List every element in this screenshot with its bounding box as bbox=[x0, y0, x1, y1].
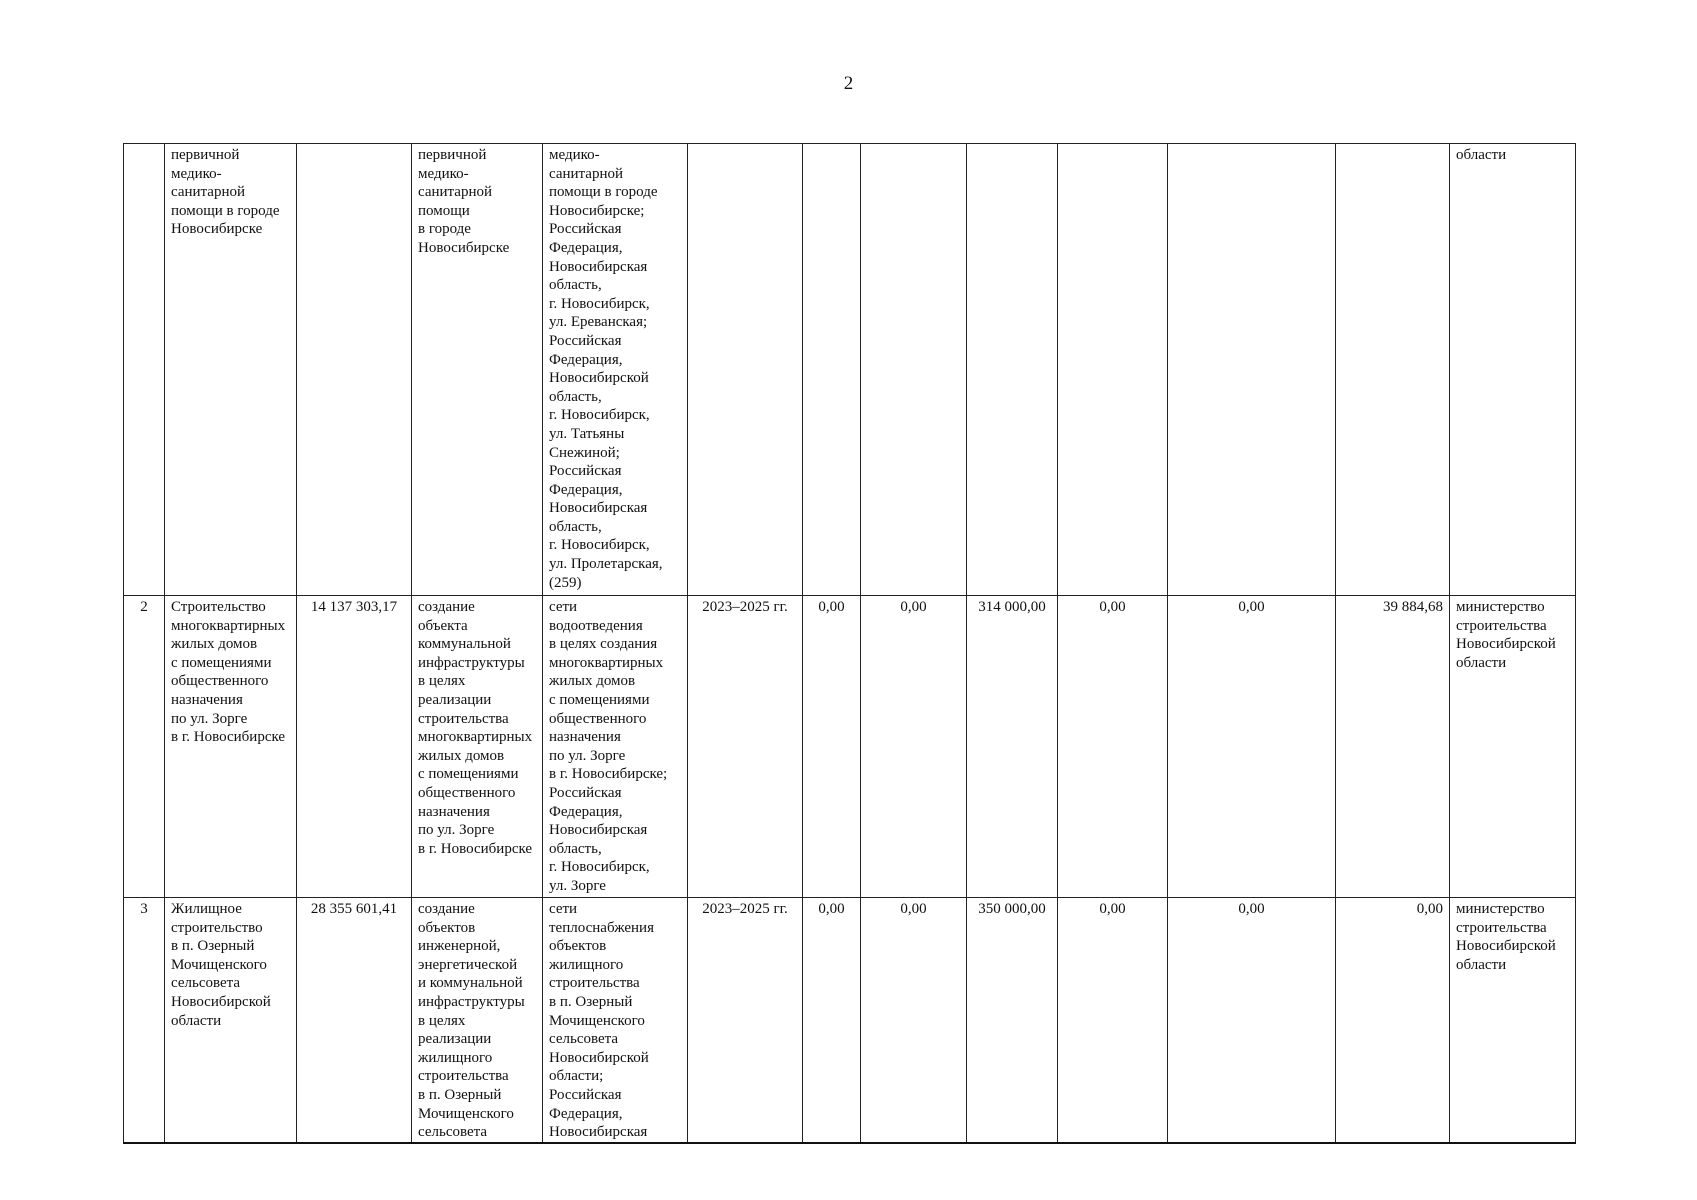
value-cell-3: 350 000,00 bbox=[967, 898, 1058, 1143]
value-cell-6 bbox=[1336, 144, 1450, 596]
executor-cell: министерство строительства Новосибирской области bbox=[1450, 596, 1576, 898]
value-cell-4: 0,00 bbox=[1058, 898, 1168, 1143]
object-cell: сети водоотведения в целях создания многоквартирных жилых домов с помещениями общественного назначения по ул. Зорге в г. Новосибирске; Российская Федерация, Новосибирская область, г. Новосибирск, ул. Зорге bbox=[543, 596, 688, 898]
period-cell: 2023–2025 гг. bbox=[688, 596, 803, 898]
project-name-cell: Жилищное строительство в п. Озерный Мочищенского сельсовета Новосибирской области bbox=[165, 898, 297, 1143]
purpose-cell: первичной медико- санитарной помощи в городе Новосибирске bbox=[412, 144, 543, 596]
object-cell: медико- санитарной помощи в городе Новосибирске; Российская Федерация, Новосибирская область, г. Новосибирск, ул. Ереванская; Российская Федерация, Новосибирской область, г. Новосибирск, ул. Татьяны Снежиной; Российская Федерация, Новосибирская область, г. Новосибирск, ул. Пролетарская, (259) bbox=[543, 144, 688, 596]
project-name-cell: Строительство многоквартирных жилых домов с помещениями общественного назначения по ул. Зорге в г. Новосибирске bbox=[165, 596, 297, 898]
period-cell: 2023–2025 гг. bbox=[688, 898, 803, 1143]
program-table bbox=[123, 143, 1576, 1144]
table-row bbox=[124, 596, 1576, 898]
value-cell-1: 0,00 bbox=[803, 596, 861, 898]
value-cell-2 bbox=[861, 144, 967, 596]
value-cell-4 bbox=[1058, 144, 1168, 596]
value-cell-5 bbox=[1168, 144, 1336, 596]
project-name-cell: первичной медико- санитарной помощи в городе Новосибирске bbox=[165, 144, 297, 596]
project-cost-cell: 28 355 601,41 bbox=[297, 898, 412, 1143]
table-row bbox=[124, 144, 1576, 596]
value-cell-4: 0,00 bbox=[1058, 596, 1168, 898]
page-number: 2 bbox=[843, 73, 854, 94]
table-row bbox=[124, 898, 1576, 1143]
row-number-cell: 2 bbox=[124, 596, 165, 898]
executor-cell: области bbox=[1450, 144, 1576, 596]
value-cell-5: 0,00 bbox=[1168, 898, 1336, 1143]
project-cost-cell bbox=[297, 144, 412, 596]
period-cell bbox=[688, 144, 803, 596]
value-cell-6: 0,00 bbox=[1336, 898, 1450, 1143]
value-cell-2: 0,00 bbox=[861, 596, 967, 898]
object-cell: сети теплоснабжения объектов жилищного строительства в п. Озерный Мочищенского сельсовета Новосибирской области; Российская Федерация, Новосибирская bbox=[543, 898, 688, 1143]
executor-cell: министерство строительства Новосибирской области bbox=[1450, 898, 1576, 1143]
row-number-cell bbox=[124, 144, 165, 596]
purpose-cell: создание объекта коммунальной инфраструктуры в целях реализации строительства многоквартирных жилых домов с помещениями общественного назначения по ул. Зорге в г. Новосибирске bbox=[412, 596, 543, 898]
value-cell-6: 39 884,68 bbox=[1336, 596, 1450, 898]
value-cell-2: 0,00 bbox=[861, 898, 967, 1143]
row-number-cell: 3 bbox=[124, 898, 165, 1143]
purpose-cell: создание объектов инженерной, энергетической и коммунальной инфраструктуры в целях реализации жилищного строительства в п. Озерный Мочищенского сельсовета bbox=[412, 898, 543, 1143]
value-cell-5: 0,00 bbox=[1168, 596, 1336, 898]
value-cell-1 bbox=[803, 144, 861, 596]
value-cell-3 bbox=[967, 144, 1058, 596]
value-cell-1: 0,00 bbox=[803, 898, 861, 1143]
project-cost-cell: 14 137 303,17 bbox=[297, 596, 412, 898]
value-cell-3: 314 000,00 bbox=[967, 596, 1058, 898]
